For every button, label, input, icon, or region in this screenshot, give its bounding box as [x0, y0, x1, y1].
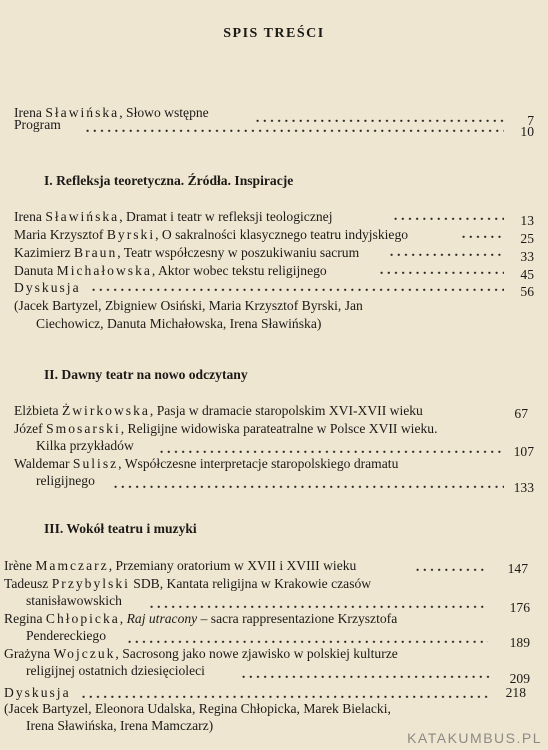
participants-line: Ciechowicz, Danuta Michałowska, Irena Sławińska): [36, 316, 322, 331]
toc-entry[interactable]: [0, 262, 548, 280]
watermark: KATAKUMBUS.PL: [407, 730, 542, 746]
page-number: 218: [505, 685, 526, 700]
leader-dots: [414, 560, 484, 574]
entry-text: Irène Mamczarz, Przemiany oratorium w XVII i XVIII wieku: [4, 558, 357, 573]
toc-entry[interactable]: [0, 226, 548, 244]
entry-text: Kazimierz Braun, Teatr współczesny w poszukiwaniu sacrum: [14, 245, 360, 260]
toc-entry[interactable]: [0, 575, 548, 593]
section-heading-3: III. Wokół teatru i muzyki: [44, 521, 197, 536]
page-number: 133: [513, 480, 534, 495]
page-number: 209: [509, 671, 530, 686]
entry-text: Waldemar Sulisz, Współczesne interpretacje staropolskiego dramatu: [14, 456, 399, 471]
participants-line: (Jacek Bartyzel, Eleonora Udalska, Regina Chłopicka, Marek Bielacki,: [4, 701, 391, 716]
toc-entry-continuation[interactable]: stanisławowskich 176: [26, 593, 530, 615]
leader-dots: [126, 632, 488, 646]
toc-entry[interactable]: [0, 610, 548, 628]
page-number: 7: [527, 113, 534, 128]
leader-dots: [388, 245, 504, 259]
entry-text: Regina Chłopicka, Raj utracony – sacra rappresentazione Krzysztofa: [4, 611, 398, 626]
page-number: 147: [507, 561, 528, 576]
entry-text: Irena Sławińska, Dramat i teatr w refleksji teologicznej: [14, 209, 333, 224]
page-number: 33: [520, 249, 534, 264]
leader-dots: [84, 121, 504, 135]
page-number: 45: [520, 267, 534, 282]
entry-text: Maria Krzysztof Byrski, O sakralności klasycznego teatru indyjskiego: [14, 227, 409, 242]
entry-text: Grażyna Wojczuk, Sacrosong jako nowe zjawisko w polskiej kulturze: [4, 646, 398, 661]
entry-text: Program: [14, 117, 61, 132]
participants-line: (Jacek Bartyzel, Zbigniew Osiński, Maria Krzysztof Byrski, Jan: [14, 298, 363, 313]
page-number: 67: [514, 406, 528, 421]
entry-text: Dyskusja: [4, 685, 71, 700]
leader-dots: [90, 280, 504, 294]
leader-dots: [378, 263, 504, 277]
section-heading-2: II. Dawny teatr na nowo odczytany: [44, 367, 248, 382]
toc-entry[interactable]: [0, 208, 548, 226]
entry-text: Tadeusz Przybylski SDB, Kantata religijna w Krakowie czasów: [4, 576, 372, 591]
leader-dots: [240, 667, 490, 681]
entry-text: Danuta Michałowska, Aktor wobec tekstu religijnego: [14, 263, 327, 278]
page-number: 189: [509, 635, 530, 650]
page-number: 56: [520, 284, 534, 299]
entry-text: Irena Sławińska, Słowo wstępne: [14, 105, 209, 120]
toc-entry-continuation[interactable]: Kilka przykładów 107: [36, 438, 534, 459]
participants-line: Irena Sławińska, Irena Mamczarz): [26, 718, 214, 733]
toc-entry[interactable]: [0, 244, 548, 262]
entry-text: Elżbieta Żwirkowska, Pasja w dramacie staropolskim XVI-XVII wieku: [14, 403, 423, 418]
page-number: 25: [520, 231, 534, 246]
toc-entry[interactable]: [0, 402, 548, 420]
leader-dots: [112, 477, 504, 491]
toc-entry-discussion[interactable]: [0, 279, 548, 297]
page-number: 107: [513, 444, 534, 459]
toc-entry[interactable]: [0, 455, 548, 473]
leader-dots: [460, 227, 504, 241]
entry-text: Józef Smosarski, Religijne widowiska parateatralne w Polsce XVII wieku.: [14, 421, 438, 436]
toc-entry-continuation[interactable]: religijnego 133: [36, 473, 534, 495]
page-number: 13: [520, 213, 534, 228]
toc-entry-continuation[interactable]: religijnej ostatnich dziesięcioleci 209: [26, 663, 530, 686]
leader-dots: [158, 442, 504, 456]
toc-entry[interactable]: [0, 557, 548, 575]
toc-entry-continuation[interactable]: Pendereckiego 189: [26, 628, 530, 650]
entry-text: Dyskusja: [14, 280, 81, 295]
page-number: 176: [509, 600, 530, 615]
leader-dots: [148, 597, 488, 611]
page-number: 10: [520, 124, 534, 139]
leader-dots: [392, 209, 504, 223]
toc-entry[interactable]: [0, 645, 548, 663]
section-heading-1: I. Refleksja teoretyczna. Źródła. Inspiracje: [44, 173, 294, 188]
toc-entry[interactable]: [0, 420, 548, 438]
page-title: SPIS TREŚCI: [223, 26, 325, 41]
toc-entry-program[interactable]: [0, 116, 548, 139]
leader-dots: [80, 687, 490, 701]
